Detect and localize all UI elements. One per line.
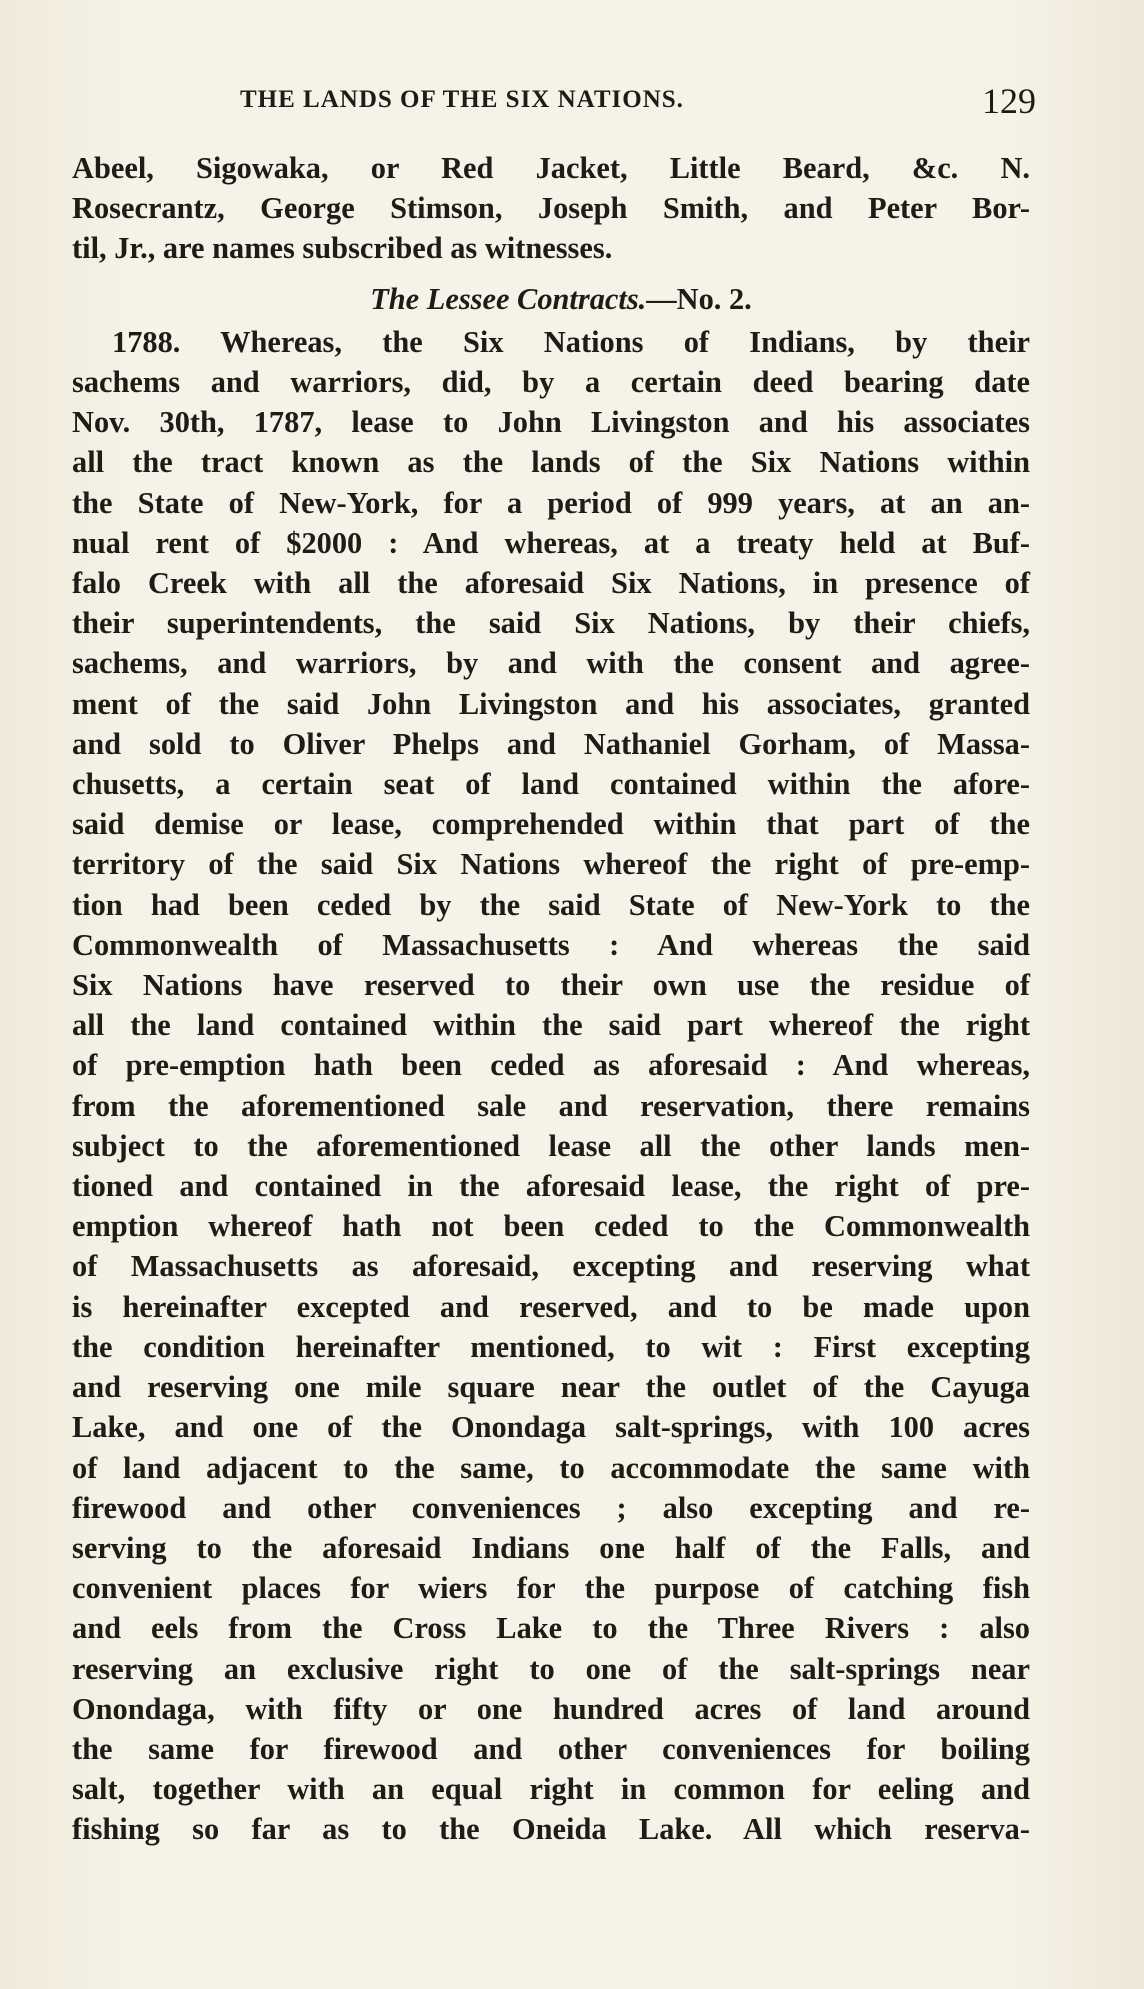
text-line: emption whereof hath not been ceded to the Commonwealth xyxy=(72,1209,1030,1244)
text-line: of pre-emption hath been ceded as aforesaid : And whereas, xyxy=(72,1048,1030,1083)
text-line: and eels from the Cross Lake to the Three Rivers : also xyxy=(72,1611,1030,1646)
text-line: salt, together with an equal right in common for eeling and xyxy=(72,1772,1030,1807)
page-header xyxy=(240,81,1036,126)
text-line: from the aforementioned sale and reservation, there remains xyxy=(72,1088,1030,1123)
text-line: nual rent of $2000 : And whereas, at a treaty held at Buf- xyxy=(72,525,1030,560)
paragraph-witnesses xyxy=(72,148,1030,269)
paragraph-lessee-contract xyxy=(72,322,1030,1850)
text-line: fishing so far as to the Oneida Lake. All which reserva- xyxy=(72,1812,1030,1847)
text-line: of land adjacent to the same, to accommodate the same with xyxy=(72,1450,1030,1485)
text-line: all the tract known as the lands of the Six Nations within xyxy=(72,445,1030,480)
text-line: 1788. Whereas, the Six Nations of Indians, by their xyxy=(112,324,1030,359)
text-line: firewood and other conveniences ; also excepting and re- xyxy=(72,1490,1030,1525)
text-line: serving to the aforesaid Indians one half of the Falls, and xyxy=(72,1530,1030,1565)
body-text xyxy=(72,148,1030,1850)
text-line: Onondaga, with fifty or one hundred acres of land around xyxy=(72,1691,1030,1726)
text-line: of Massachusetts as aforesaid, excepting and reserving what xyxy=(72,1249,1030,1284)
text-line: territory of the said Six Nations whereof the right of pre-emp- xyxy=(72,847,1030,882)
text-line: is hereinafter excepted and reserved, and to be made upon xyxy=(72,1289,1030,1324)
text-line: and sold to Oliver Phelps and Nathaniel Gorham, of Massa- xyxy=(72,726,1030,761)
text-line: said demise or lease, comprehended within that part of the xyxy=(72,807,1030,842)
text-line: and reserving one mile square near the outlet of the Cayuga xyxy=(72,1370,1030,1405)
text-line: sachems and warriors, did, by a certain deed bearing date xyxy=(72,365,1030,400)
text-line: convenient places for wiers for the purpose of catching fish xyxy=(72,1571,1030,1606)
section-number: —No. 2. xyxy=(646,281,752,316)
text-line: sachems, and warriors, by and with the consent and agree- xyxy=(72,646,1030,681)
text-line: their superintendents, the said Six Nations, by their chiefs, xyxy=(72,606,1030,641)
text-line: the same for firewood and other conveniences for boiling xyxy=(72,1731,1030,1766)
text-line: tion had been ceded by the said State of New-York to the xyxy=(72,887,1030,922)
text-line: Abeel, Sigowaka, or Red Jacket, Little Beard, &c. N. xyxy=(72,151,1030,185)
text-line: Six Nations have reserved to their own use the residue of xyxy=(72,968,1030,1003)
text-line: Commonwealth of Massachusetts : And whereas the said xyxy=(72,927,1030,962)
text-line: chusetts, a certain seat of land contained within the afore- xyxy=(72,767,1030,802)
text-line: the State of New-York, for a period of 999 years, at an an- xyxy=(72,485,1030,520)
text-line: til, Jr., are names subscribed as witnesses. xyxy=(72,231,613,266)
running-head: THE LANDS OF THE SIX NATIONS. xyxy=(240,86,684,113)
text-line: all the land contained within the said part whereof the right xyxy=(72,1008,1030,1043)
text-line: subject to the aforementioned lease all the other lands men- xyxy=(72,1128,1030,1163)
text-line: tioned and contained in the aforesaid lease, the right of pre- xyxy=(72,1169,1030,1204)
text-line: Lake, and one of the Onondaga salt-springs, with 100 acres xyxy=(72,1410,1030,1445)
text-line: reserving an exclusive right to one of the salt-springs near xyxy=(72,1651,1030,1686)
section-title: The Lessee Contracts. xyxy=(370,281,647,316)
section-heading xyxy=(72,279,1030,319)
text-line: Rosecrantz, George Stimson, Joseph Smith, and Peter Bor- xyxy=(72,191,1030,226)
text-line: Nov. 30th, 1787, lease to John Livingston and his associates xyxy=(72,405,1030,440)
text-line: ment of the said John Livingston and his associates, granted xyxy=(72,686,1030,721)
page-number: 129 xyxy=(982,81,1036,121)
text-line: falo Creek with all the aforesaid Six Nations, in presence of xyxy=(72,566,1030,601)
text-line: the condition hereinafter mentioned, to wit : First excepting xyxy=(72,1329,1030,1364)
